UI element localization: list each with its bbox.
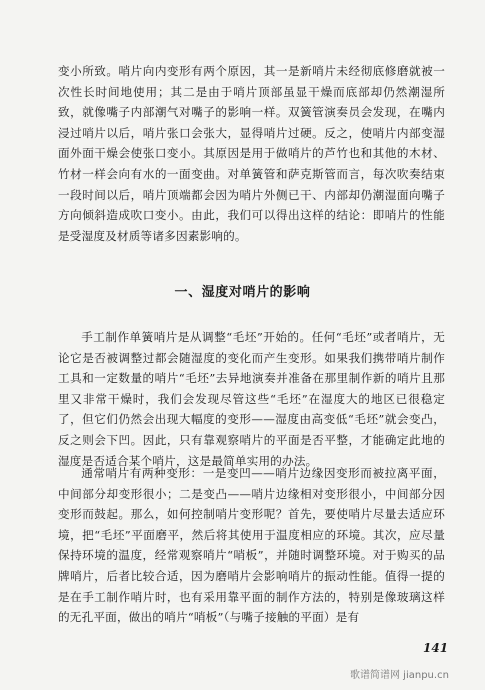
section-heading: 一、湿度对哨片的影响 [174, 285, 311, 300]
paragraph-3: 通常哨片有两种变形：一是变凹——哨片边缘因变形而被拉离平面，中间部分却变形很小；二是变凸——哨片边缘相对变形很小，中间部分因变形而鼓起。那么，如何控制哨片变形呢？首先，要使哨片尽量去适应环境，把“毛坯”平面磨平，然后将其使用于温度相应的环境。其次，应尽量保持环境的温度，经常观察哨片“哨板”，并随时调整环境。对于购买的品牌哨片，后者比较合适，因为磨哨片会影响哨片的振动性能。值得一提的是在手工制作哨片时，也有采用靠平面的制作方法的，特别是像玻璃这样的无孔平面，做出的哨片“哨板”（与嘴子接触的平面）是有 [58, 466, 445, 625]
watermark: 歌谱简谱网 jianpu.cn [350, 670, 449, 681]
paragraph-2: 手工制作单簧哨片是从调整“毛坯”开始的。任何“毛坯”或者哨片，无论它是否被调整过都会随湿度的变化而产生变形。如果我们携带哨片制作工具和一定数量的哨片“毛坯”去异地演奏并准备在那里制作新的哨片且那里又非常干燥时，我们会发现尽管这些“毛坯”在湿度大的地区已很稳定了，但它们仍然会出现大幅度的变形——湿度由高变低“毛坯”就会变凸，反之则会下凹。因此，只有靠观察哨片的平面是否平整，才能确定此地的湿度是否适合某个哨片，这是最简单实用的办法。 [58, 330, 445, 468]
page-number: 141 [423, 641, 449, 655]
paragraph-1: 变小所致。哨片向内变形有两个原因，其一是新哨片未经彻底修磨就被一次性长时间地使用；其二是由于哨片顶部虽显干燥而底部却仍然潮湿所致，就像嘴子内部潮气对嘴子的影响一样。双簧管演奏员会发现，在嘴内浸过哨片以后，哨片张口会张大，显得哨片过硬。反之，使哨片内部变湿面外面干燥会使张口变小。其原因是用于做哨片的芦竹也和其他的木材、竹材一样会向有水的一面变曲。对单簧管和萨克斯管而言，每次吹奏结束一段时间以后，哨片顶端都会因为哨片外侧已干、内部却仍潮湿面向嘴子方向倾斜造成吹口变小。由此，我们可以得出这样的结论：即哨片的性能是受湿度及材质等诸多因素影响的。 [58, 64, 445, 243]
